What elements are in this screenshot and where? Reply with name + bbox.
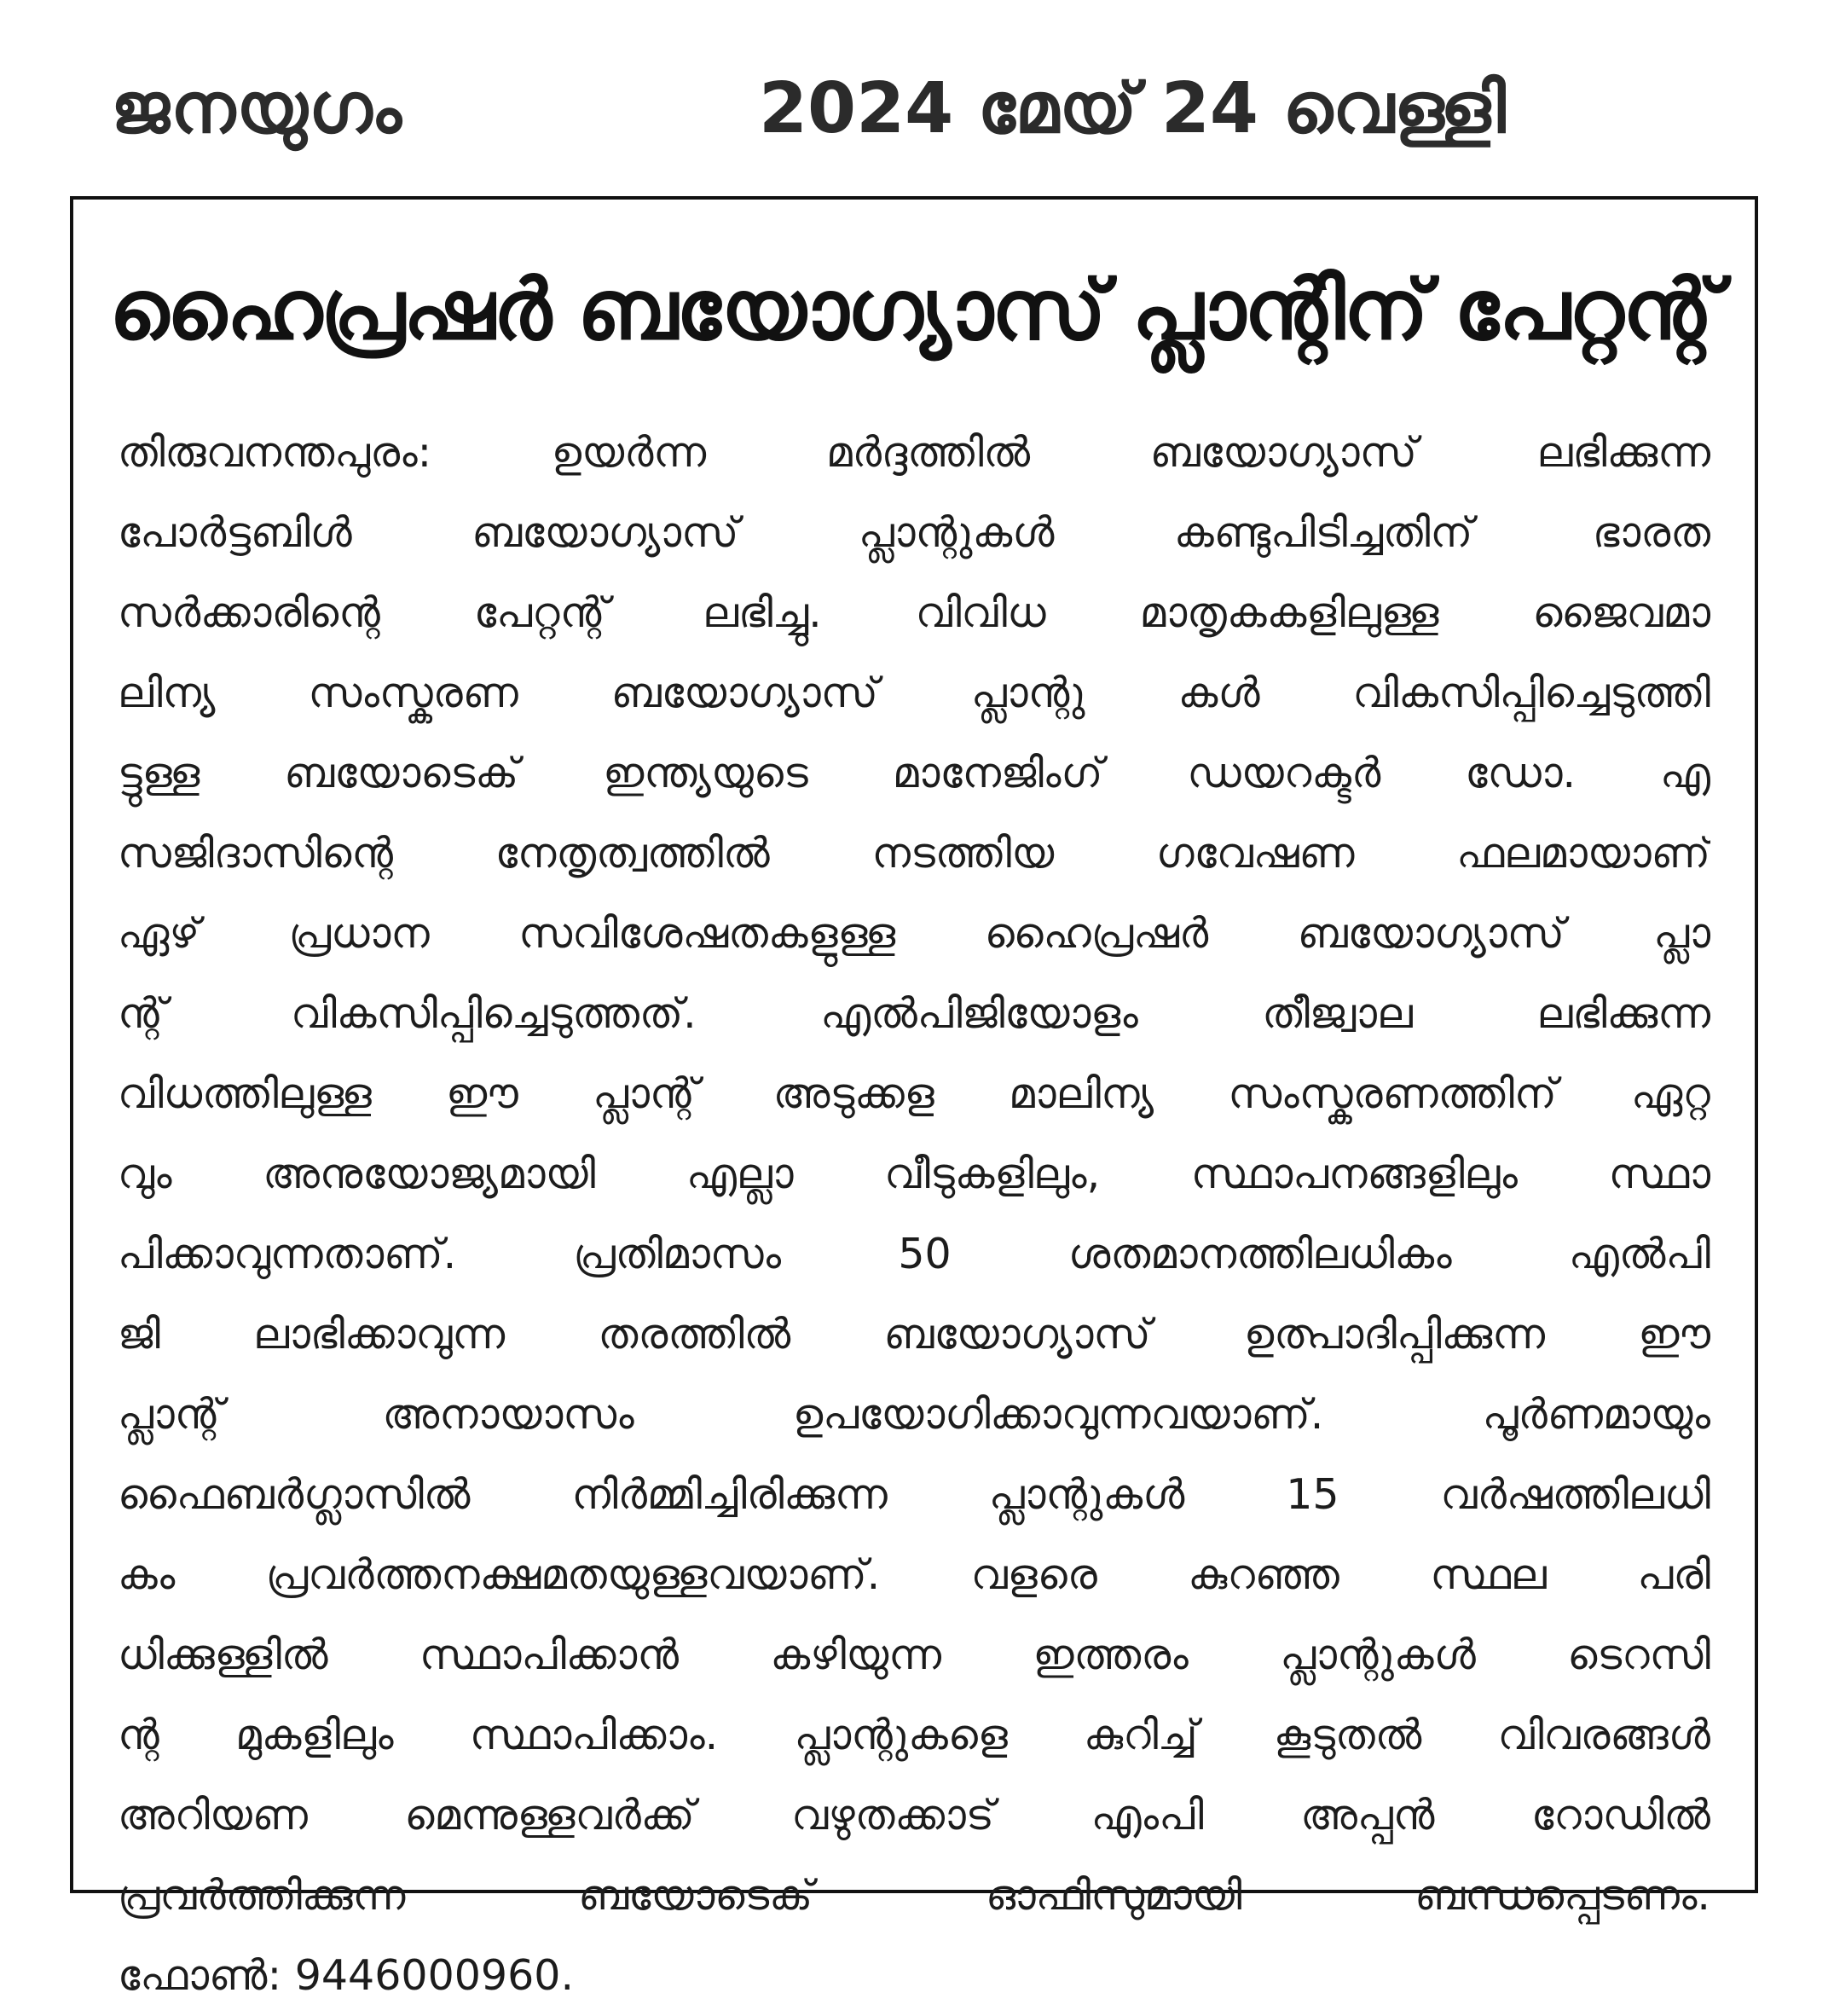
article-line: ലിന്യ സംസ്കരണ ബയോഗ്യാസ് പ്ലാന്റു കൾ വികസിപ്പിച്ചെടുത്തി: [118, 669, 1710, 717]
article-headline: ഹൈപ്രഷർ ബയോഗ്യാസ് പ്ലാന്റിന് പേറ്റന്റ്: [109, 262, 1719, 359]
article-line: അറിയണ മെന്നുള്ളവർക്ക് വഴുതക്കാട് എംപി അപ്പൻ റോഡിൽ: [118, 1791, 1710, 1839]
article-line: പ്ലാന്റ് അനായാസം ഉപയോഗിക്കാവുന്നവയാണ്. പൂർണമായും: [118, 1390, 1710, 1439]
article-line: ന്റ മുകളിലും സ്ഥാപിക്കാം. പ്ലാന്റുകളെ കുറിച്ച് കൂടുതൽ വിവരങ്ങൾ: [118, 1711, 1710, 1759]
article-line: വിധത്തിലുള്ള ഈ പ്ലാന്റ് അടുക്കള മാലിന്യ സംസ്കരണത്തിന് ഏറ്റ: [118, 1069, 1710, 1118]
article-line: പിക്കാവുന്നതാണ്. പ്രതിമാസം 50 ശതമാനത്തിലധികം എൽപി: [118, 1230, 1710, 1278]
news-clipping: [70, 196, 1758, 2000]
article-line: ജി ലാഭിക്കാവുന്ന തരത്തിൽ ബയോഗ്യാസ് ഉത്പാദിപ്പിക്കുന്ന ഈ: [118, 1310, 1710, 1358]
article-line: ന്റ് വികസിപ്പിച്ചെടുത്തത്. എൽപിജിയോളം തീജ്വാല ലഭിക്കുന്ന: [118, 989, 1710, 1038]
article-line: ഏഴ് പ്രധാന സവിശേഷതകളുള്ള ഹൈപ്രഷർ ബയോഗ്യാസ് പ്ലാ: [118, 909, 1710, 958]
article-line: കം പ്രവർത്തനക്ഷമതയുള്ളവയാണ്. വളരെ കുറഞ്ഞ സ്ഥല പരി: [118, 1550, 1710, 1599]
article-line: തിരുവനന്തപുരം: ഉയർന്ന മർദ്ദത്തിൽ ബയോഗ്യാസ് ലഭിക്കുന്ന: [118, 428, 1710, 477]
article-line: വും അനുയോജ്യമായി എല്ലാ വീടുകളിലും, സ്ഥാപനങ്ങളിലും സ്ഥാ: [118, 1150, 1710, 1198]
masthead: [111, 51, 1646, 179]
article-line: പ്രവർത്തിക്കുന്ന ബയോടെക് ഓഫിസുമായി ബന്ധപ്പെടണം.: [118, 1871, 1710, 1920]
article-line: സർക്കാരിന്റെ പേറ്റന്റ് ലഭിച്ചു. വിവിധ മാതൃകകളിലുള്ള ജൈവമാ: [118, 588, 1710, 637]
article-line: ഫൈബർഗ്ലാസിൽ നിർമ്മിച്ചിരിക്കുന്ന പ്ലാന്റുകൾ 15 വർഷത്തിലധി: [118, 1470, 1710, 1519]
publication-date: 2024 മേയ് 24 വെള്ളി: [759, 68, 1506, 149]
article-line: പോർട്ടബിൾ ബയോഗ്യാസ് പ്ലാന്റുകൾ കണ്ടുപിടിച്ചതിന് ഭാരത: [118, 508, 1710, 557]
article-line-phone: ഫോൺ: 9446000960.: [118, 1951, 575, 2000]
article-body: [118, 413, 1710, 2016]
newspaper-name: ജനയുഗം: [111, 68, 402, 149]
article-line: ധിക്കുള്ളിൽ സ്ഥാപിക്കാൻ കഴിയുന്ന ഇത്തരം പ്ലാന്റുകൾ ടെറസി: [118, 1631, 1710, 1679]
article-line: ട്ടുള്ള ബയോടെക് ഇന്ത്യയുടെ മാനേജിംഗ് ഡയറക്ടർ ഡോ. എ: [118, 749, 1710, 797]
article-line: സജിദാസിന്റെ നേതൃത്വത്തിൽ നടത്തിയ ഗവേഷണ ഫലമായാണ്: [118, 829, 1710, 878]
